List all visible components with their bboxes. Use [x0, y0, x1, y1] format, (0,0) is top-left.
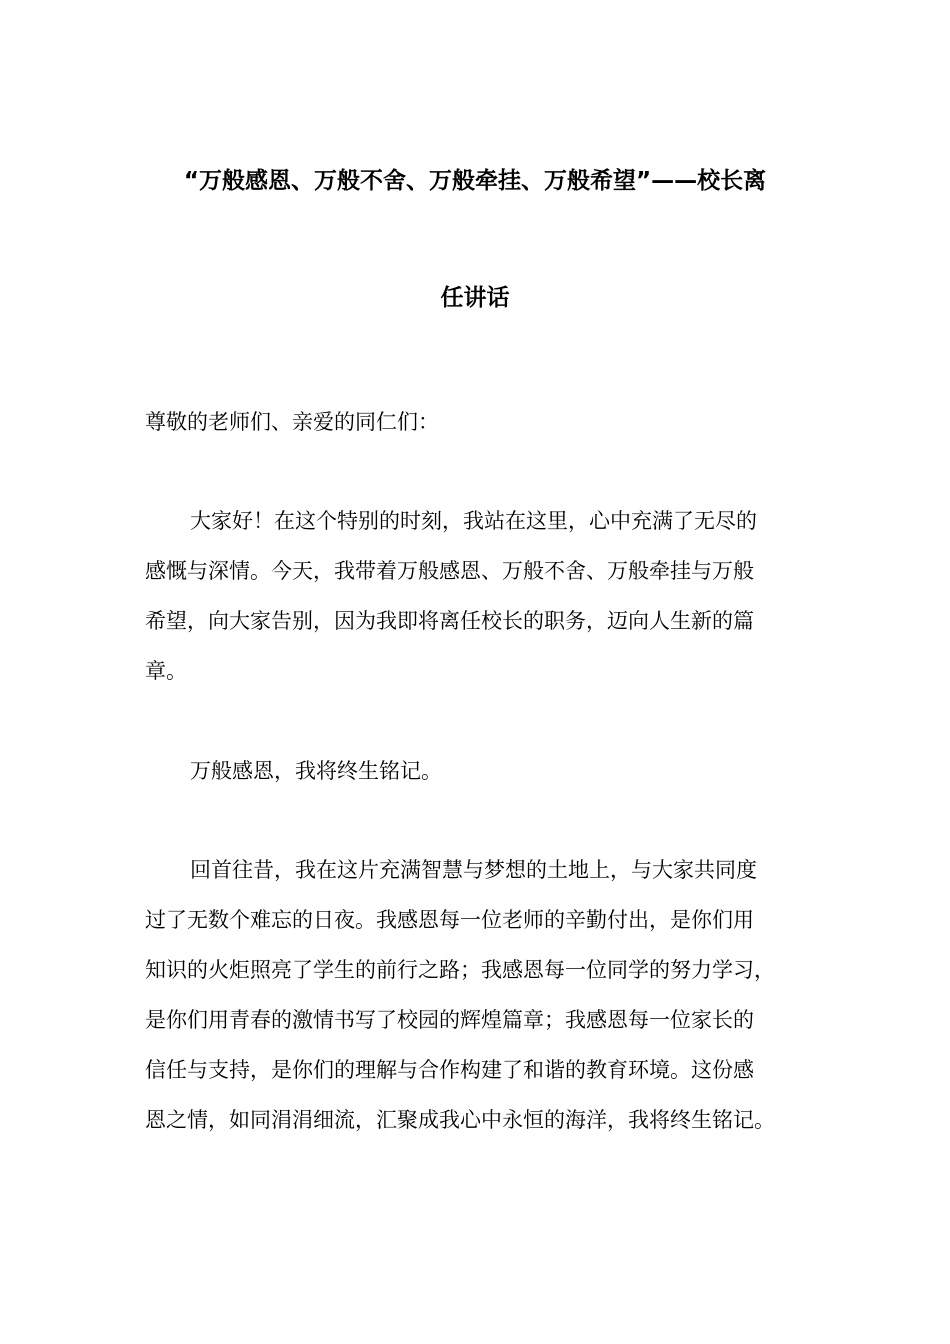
paragraph-line: 回首往昔，我在这片充满智慧与梦想的土地上，与大家共同度	[190, 858, 757, 882]
paragraph-line: 过了无数个难忘的日夜。我感恩每一位老师的辛勤付出，是你们用	[145, 908, 754, 932]
salutation-text: 尊敬的老师们、亲爱的同仁们：	[145, 410, 439, 434]
paragraph-line: 万般感恩，我将终生铭记。	[190, 759, 442, 783]
paragraph-line: 希望，向大家告别，因为我即将离任校长的职务，迈向人生新的篇	[145, 609, 754, 633]
salutation	[145, 397, 825, 447]
paragraph-line: 章。	[145, 659, 187, 683]
document-title-line-2: 任讲话	[440, 285, 510, 311]
paragraph-line: 是你们用青春的激情书写了校园的辉煌篇章；我感恩每一位家长的	[145, 1008, 754, 1032]
paragraph-greeting	[145, 496, 825, 696]
document-title-line-1: “万般感恩、万般不舍、万般牵挂、万般希望”——校长离	[183, 168, 767, 194]
paragraph-line: 信任与支持，是你们的理解与合作构建了和谐的教育环境。这份感	[145, 1058, 754, 1082]
paragraph-line: 恩之情，如同涓涓细流，汇聚成我心中永恒的海洋，我将终生铭记。	[145, 1108, 775, 1132]
paragraph-line: 感慨与深情。今天，我带着万般感恩、万般不舍、万般牵挂与万般	[145, 559, 754, 583]
paragraph-gratitude-body	[145, 845, 825, 1145]
paragraph-gratitude-heading	[145, 746, 825, 796]
paragraph-line: 知识的火炬照亮了学生的前行之路；我感恩每一位同学的努力学习，	[145, 958, 775, 982]
paragraph-line: 大家好！在这个特别的时刻，我站在这里，心中充满了无尽的	[190, 509, 757, 533]
